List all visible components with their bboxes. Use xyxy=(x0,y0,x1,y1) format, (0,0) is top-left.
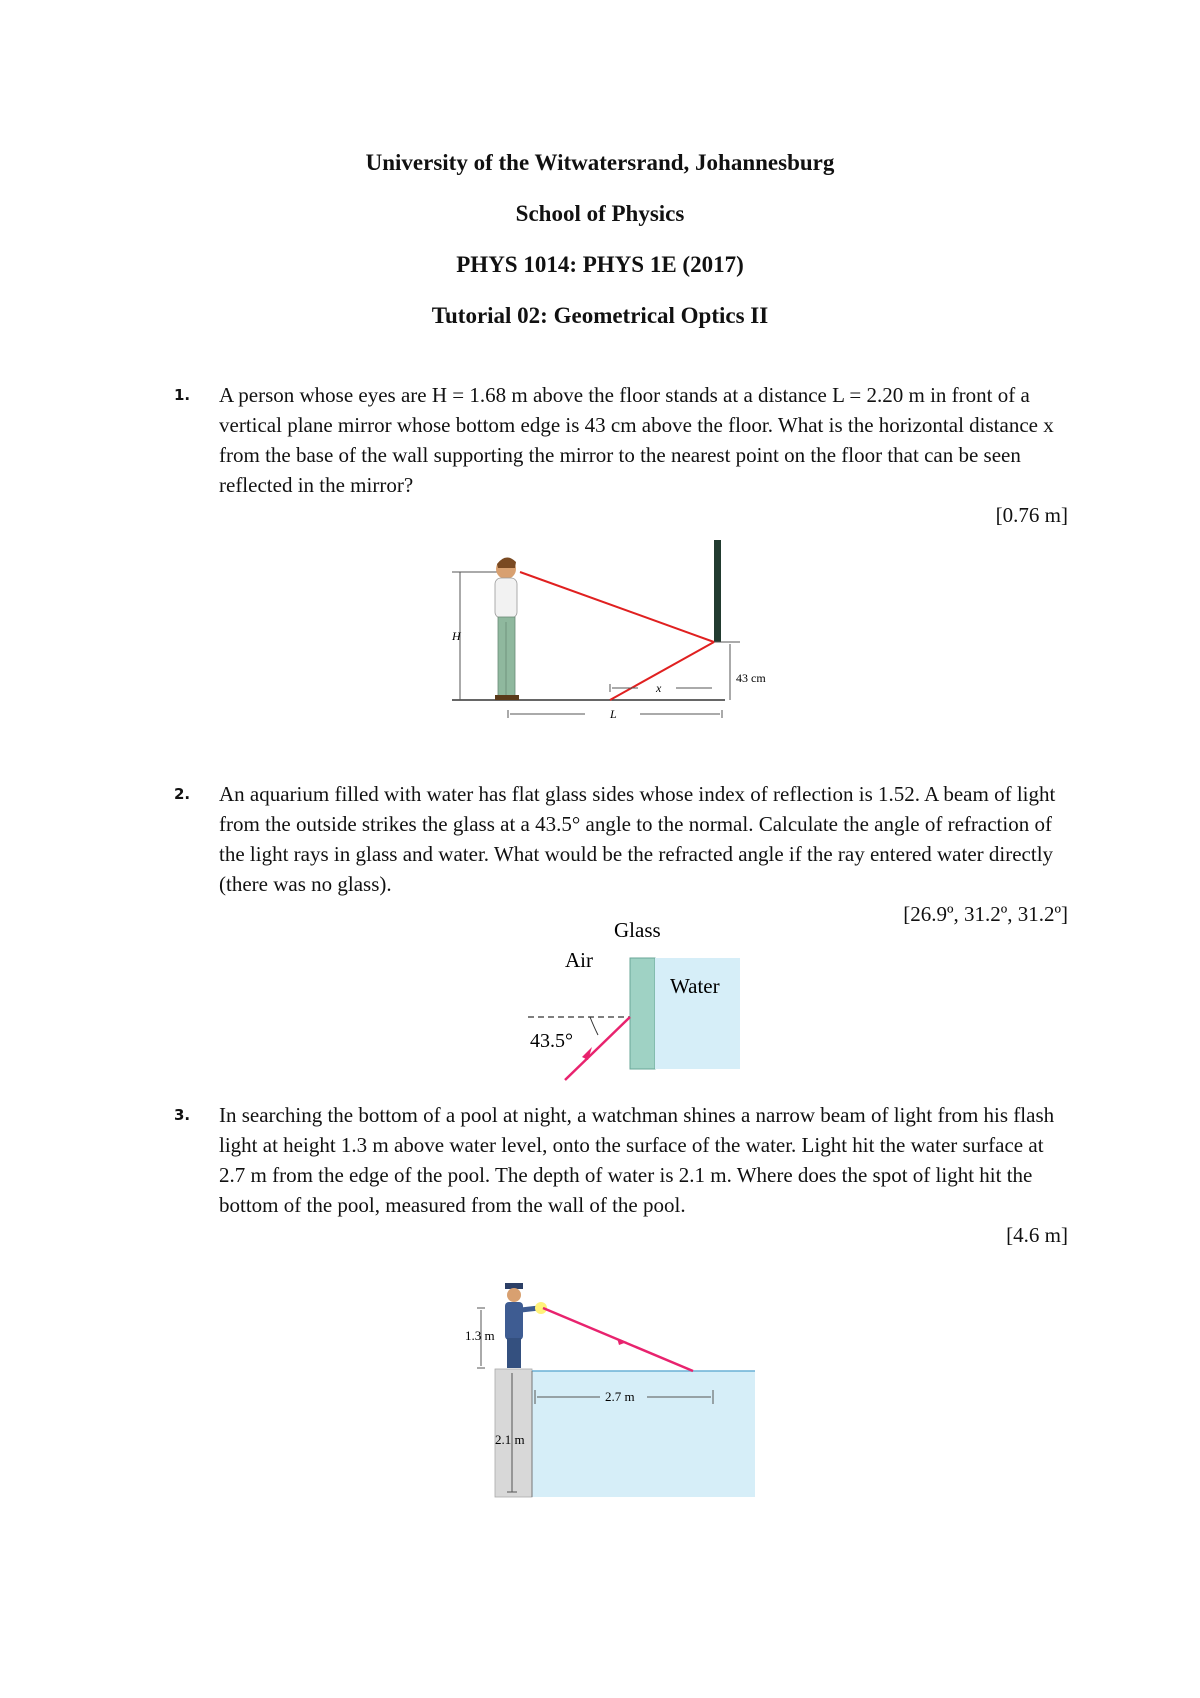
l-label: L xyxy=(610,707,617,721)
water-label: Water xyxy=(670,974,720,998)
watchman-figure xyxy=(505,1283,539,1368)
question-1 xyxy=(174,380,1068,530)
mirror-height-label: 43 cm xyxy=(736,671,766,685)
pool-water xyxy=(532,1371,755,1497)
incident-ray xyxy=(565,1017,630,1080)
question-number: 1. xyxy=(174,386,191,404)
question-2 xyxy=(174,779,1068,929)
pool-figure xyxy=(455,1270,755,1510)
university-title: University of the Witwatersrand, Johannesburg xyxy=(365,150,835,175)
glass-pane xyxy=(630,958,655,1069)
h-label: H xyxy=(452,629,461,643)
question-number: 3. xyxy=(174,1106,191,1124)
x-label: x xyxy=(656,681,662,695)
aquarium-figure xyxy=(520,915,750,1095)
mirror-figure xyxy=(440,540,780,735)
school-title: School of Physics xyxy=(515,201,685,226)
ray-floor-to-mirror xyxy=(610,642,714,700)
question-answer: [26.9º, 31.2º, 31.2º] xyxy=(903,902,1068,926)
distance-label: 2.7 m xyxy=(605,1389,635,1404)
mirror xyxy=(714,540,721,642)
question-text: In searching the bottom of a pool at night, a watchman shines a narrow beam of light from his flash light at height 1.3 m above water level, onto the surface of the water. Light hit the water surface at 2.7 m from the edge of the pool. The depth of water is 2.1 m. Where does the spot of light hit the bottom of the pool, measured from the wall of the pool. xyxy=(219,1103,1055,1217)
person-figure xyxy=(495,557,519,700)
question-number: 2. xyxy=(174,785,191,803)
tutorial-title: Tutorial 02: Geometrical Optics II xyxy=(431,303,769,328)
course-title: PHYS 1014: PHYS 1E (2017) xyxy=(456,252,744,277)
angle-label: 43.5° xyxy=(530,1030,573,1052)
height-label: 1.3 m xyxy=(465,1328,495,1343)
question-3 xyxy=(174,1100,1068,1250)
depth-label: 2.1 m xyxy=(495,1432,525,1447)
question-answer: [0.76 m] xyxy=(995,503,1068,527)
question-answer: [4.6 m] xyxy=(1006,1223,1068,1247)
ray-eye-to-mirror xyxy=(520,572,714,642)
question-text: An aquarium filled with water has flat glass sides whose index of reflection is 1.52. A beam of light from the outside strikes the glass at a 43.5° angle to the normal. Calculate the angle of refraction of the light rays in glass and water. What would be the refracted angle if the ray entered water directly (there was no glass). xyxy=(219,782,1056,896)
air-label: Air xyxy=(565,948,593,972)
glass-label: Glass xyxy=(614,918,661,942)
question-text: A person whose eyes are H = 1.68 m above the floor stands at a distance L = 2.20 m in front of a vertical plane mirror whose bottom edge is 43 cm above the floor. What is the horizontal distance x from the base of the wall supporting the mirror to the nearest point on the floor that can be seen reflected in the mirror? xyxy=(219,383,1054,497)
